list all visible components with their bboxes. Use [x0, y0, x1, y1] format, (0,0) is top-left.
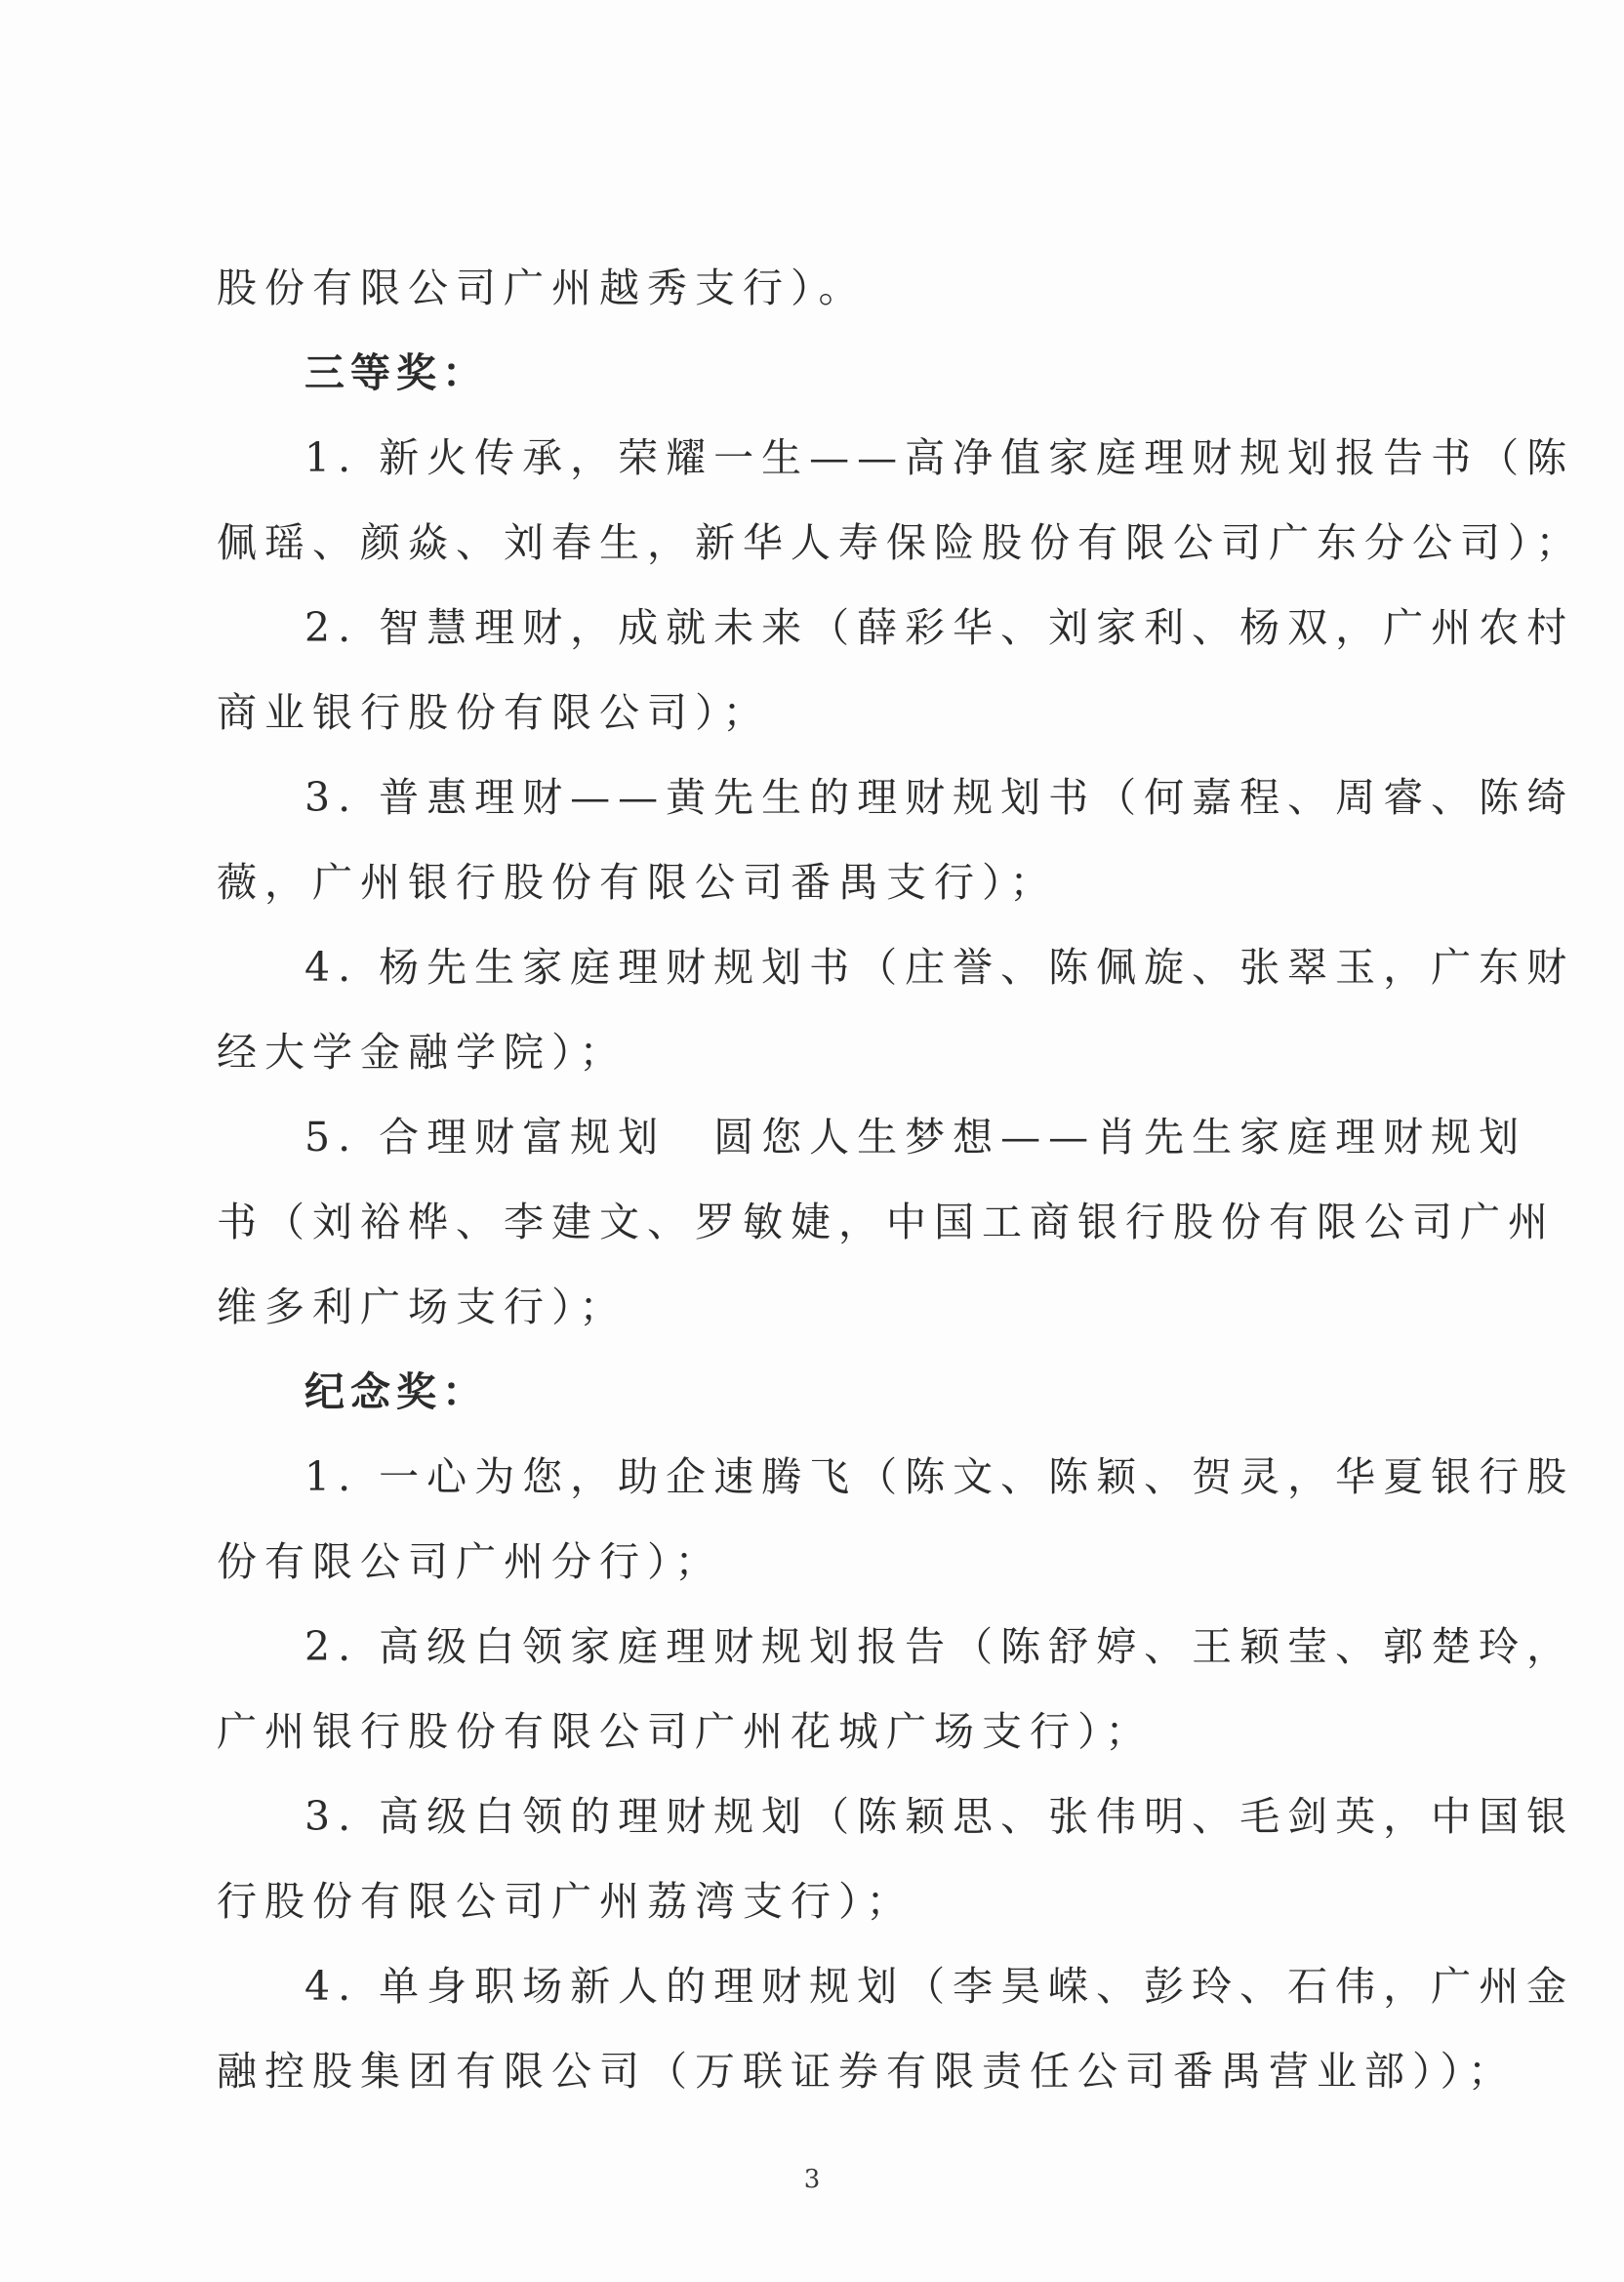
- third-prize-item-2-line-1: 2. 智慧理财，成就未来（薛彩华、刘家利、杨双，广州农村: [304, 604, 1575, 651]
- commemorative-item-1-line-2: 份有限公司广州分行）；: [217, 1538, 723, 1585]
- third-prize-item-5-line-3: 维多利广场支行）；: [217, 1284, 628, 1330]
- commemorative-item-1-line-1: 1. 一心为您，助企速腾飞（陈文、陈颖、贺灵，华夏银行股: [304, 1453, 1575, 1500]
- third-prize-item-1-line-1: 1. 新火传承，荣耀一生——高净值家庭理财规划报告书（陈: [304, 434, 1575, 481]
- commemorative-item-4-line-1: 4. 单身职场新人的理财规划（李昊嵘、彭玲、石伟，广州金: [304, 1963, 1575, 2010]
- third-prize-item-3-line-1: 3. 普惠理财——黄先生的理财规划书（何嘉程、周睿、陈绮: [304, 774, 1575, 821]
- third-prize-item-2-line-2: 商业银行股份有限公司）；: [217, 689, 771, 736]
- third-prize-item-5-line-2: 书（刘裕桦、李建文、罗敏婕，中国工商银行股份有限公司广州: [217, 1199, 1556, 1245]
- commemorative-prize-heading: 纪念奖：: [304, 1368, 488, 1415]
- third-prize-heading: 三等奖：: [304, 349, 488, 396]
- third-prize-item-4-line-1: 4. 杨先生家庭理财规划书（庄誉、陈佩旋、张翠玉，广东财: [304, 944, 1575, 991]
- paragraph-continuation: 股份有限公司广州越秀支行）。: [217, 265, 867, 311]
- document-body: [217, 246, 1584, 2114]
- commemorative-item-3-line-1: 3. 高级白领的理财规划（陈颖思、张伟明、毛剑英，中国银: [304, 1793, 1575, 1840]
- commemorative-item-2-line-1: 2. 高级白领家庭理财规划报告（陈舒婷、王颖莹、郭楚玲，: [304, 1623, 1575, 1670]
- third-prize-item-1-line-2: 佩瑶、颜焱、刘春生，新华人寿保险股份有限公司广东分公司）；: [217, 519, 1584, 566]
- commemorative-item-3-line-2: 行股份有限公司广州荔湾支行）；: [217, 1878, 914, 1925]
- page-number: 3: [803, 2165, 821, 2194]
- third-prize-item-5-line-1: 5. 合理财富规划 圆您人生梦想——肖先生家庭理财规划: [304, 1114, 1527, 1161]
- third-prize-item-4-line-2: 经大学金融学院）；: [217, 1029, 628, 1076]
- commemorative-item-2-line-2: 广州银行股份有限公司广州花城广场支行）；: [217, 1708, 1154, 1755]
- third-prize-item-3-line-2: 薇，广州银行股份有限公司番禺支行）；: [217, 859, 1058, 906]
- commemorative-item-4-line-2: 融控股集团有限公司（万联证券有限责任公司番禺营业部））；: [217, 2048, 1516, 2095]
